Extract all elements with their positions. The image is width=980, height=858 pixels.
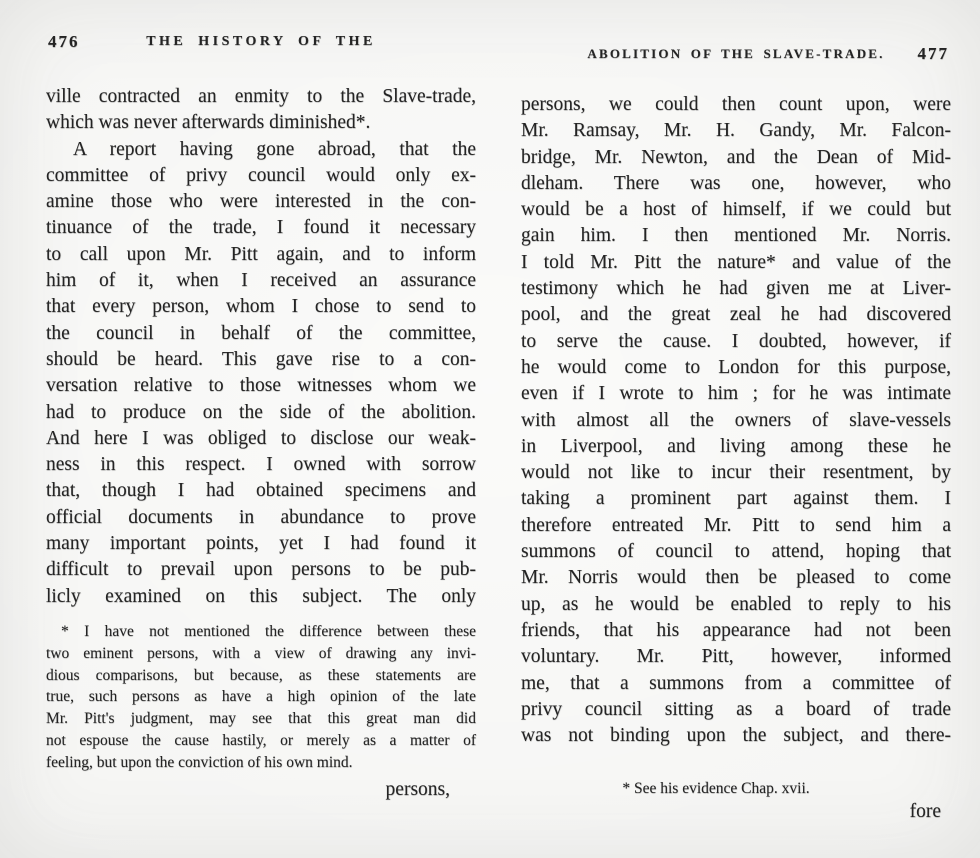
text-line: would be a host of himself, if we could but [521,199,951,221]
left-page-footnote [46,621,476,774]
text-line: tinuance of the trade, I found it necessary [46,217,476,239]
text-line: official documents in abundance to prove [46,506,476,528]
text-line: not espouse the cause hastily, or merely as a matter of [46,731,476,749]
text-line: therefore entreated Mr. Pitt to send him a [521,514,951,536]
right-running-title: ABOLITION OF THE SLAVE-TRADE. [587,46,885,61]
text-line: versation relative to those witnesses whom we [46,375,476,397]
left-page-catchword: persons, [385,778,450,800]
left-page [46,34,476,801]
text-line: testimony which he had given me at Liver- [521,278,951,300]
text-line: pool, and the great zeal he had discovered [521,304,951,326]
text-line: ness in this respect. I owned with sorrow [46,454,476,476]
text-line: A report having gone abroad, that the [73,138,476,160]
text-line: privy council sitting as a board of trade [521,698,951,720]
text-line: bridge, Mr. Newton, and the Dean of Mid- [521,146,951,168]
text-line: me, that a summons from a committee of [521,672,951,694]
left-page-number: 476 [48,32,80,51]
text-line: gain him. I then mentioned Mr. Norris. [521,225,951,247]
left-page-body [46,84,476,610]
text-line: true, such persons as have a high opinion of the late [46,688,476,706]
text-line: friends, that his appearance had not been [521,619,951,641]
text-line: amine those who were interested in the con- [46,191,476,213]
text-line: had to produce on the side of the abolition. [46,401,476,423]
text-line: him of it, when I received an assurance [46,270,476,292]
text-line: licly examined on this subject. The only [46,585,476,607]
text-line: dleham. There was one, however, who [521,172,951,194]
text-line: Mr. Norris would then be pleased to come [521,567,951,589]
text-line: dious comparisons, but because, as these statements are [46,666,476,684]
left-page-header [46,34,476,54]
text-line: difficult to prevail upon persons to be pub- [46,559,476,581]
text-line: * I have not mentioned the difference between these [61,622,476,640]
text-line: committee of privy council would only ex- [46,164,476,186]
text-line: feeling, but upon the conviction of his own mind. [46,753,353,771]
text-line: two eminent persons, with a view of drawing any invi- [46,644,476,662]
right-page-body [521,92,951,749]
text-line: ville contracted an enmity to the Slave-trade, [46,86,476,107]
text-line: summons of council to attend, hoping that [521,541,951,563]
right-page-catchword: fore [909,801,941,823]
text-line: many important points, yet I had found it [46,533,476,555]
right-page-footnote: * See his evidence Chap. xvii. [622,780,810,798]
text-line: would not like to incur their resentment, by [521,462,951,484]
text-line: to call upon Mr. Pitt again, and to inform [46,243,476,265]
right-page-header [521,46,951,66]
text-line: taking a prominent part against them. I [521,488,951,510]
text-line: Mr. Pitt's judgment, may see that this great man did [46,710,476,728]
text-line: that, though I had obtained specimens and [46,480,476,502]
text-line: in Liverpool, and living among these he [521,435,951,457]
left-running-title: THE HISTORY OF THE [146,34,376,49]
text-line: that every person, whom I chose to send to [46,296,476,318]
text-line: with almost all the owners of slave-vessels [521,409,951,431]
right-page-number: 477 [917,44,949,63]
text-line: I told Mr. Pitt the nature* and value of the [521,251,951,273]
text-line: voluntary. Mr. Pitt, however, informed [521,646,951,668]
text-line: to serve the cause. I doubted, however, if [521,330,951,352]
right-page [521,46,951,823]
text-line: persons, we could then count upon, were [521,94,951,115]
text-line: Mr. Ramsay, Mr. H. Gandy, Mr. Falcon- [521,120,951,142]
text-line: even if I wrote to him ; for he was intimate [521,383,951,405]
text-line: up, as he would be enabled to reply to his [521,593,951,615]
text-line: which was never afterwards diminished*. [46,112,371,134]
text-line: the council in behalf of the committee, [46,322,476,344]
text-line: should be heard. This gave rise to a con- [46,348,476,370]
text-line: And here I was obliged to disclose our weak- [46,427,476,449]
text-line: was not binding upon the subject, and there- [521,725,951,747]
text-line: he would come to London for this purpose, [521,356,951,378]
